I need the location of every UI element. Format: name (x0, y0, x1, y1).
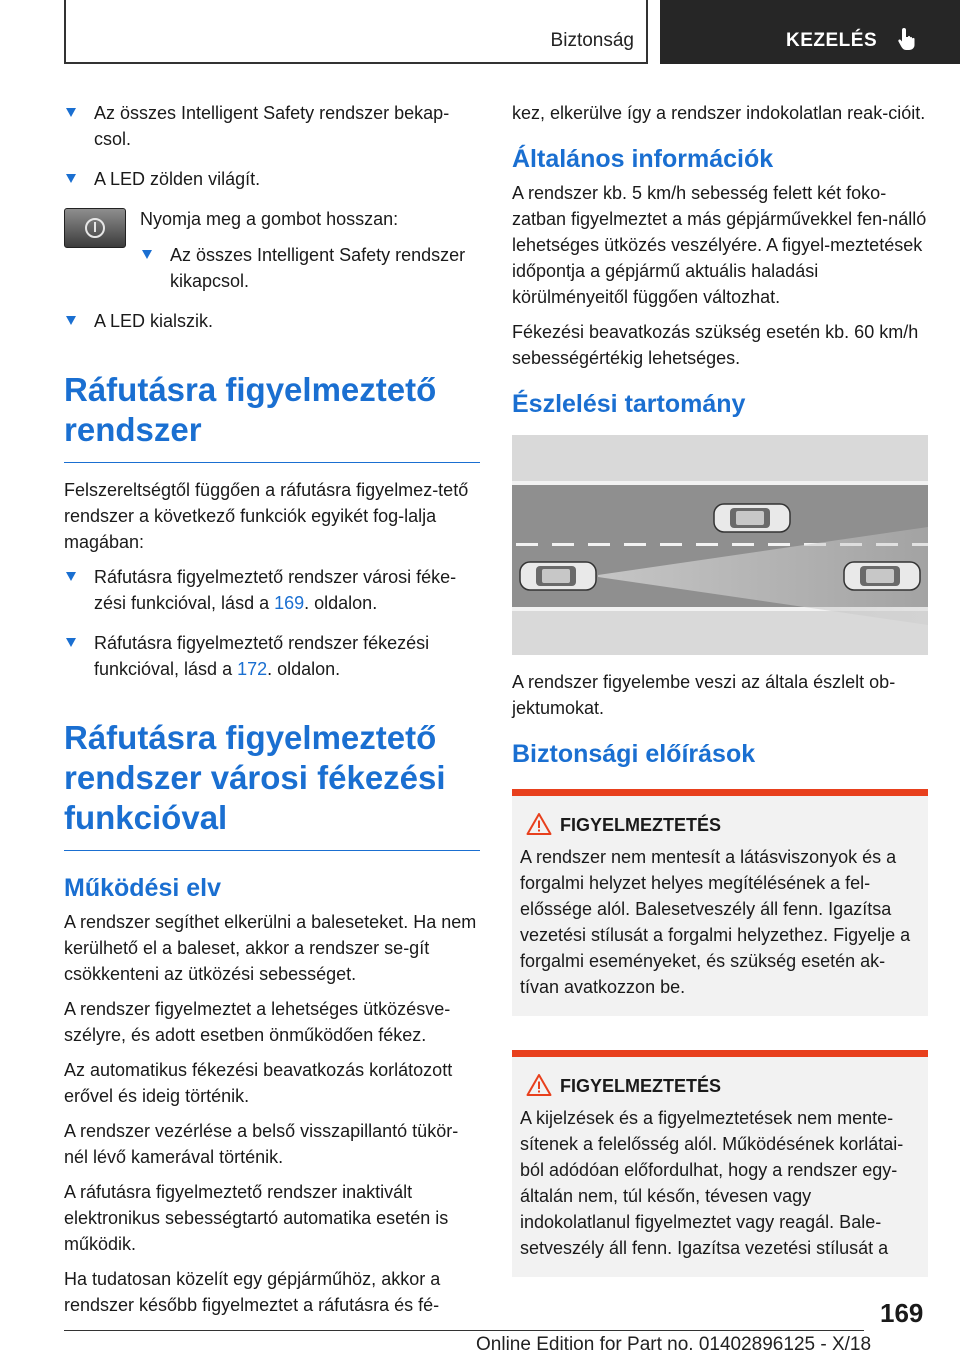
warning-text: A kijelzések és a figyelmeztetések nem mente‐sítenek a felelősség alól. Működésének korlátai‐ból adódóan előfordulhat, hogy a rendszer egy‐általán nem, túl későn, tévesen vagy indokolatlanul figyelmeztet vagy reagál. Bale‐setveszély áll fenn. Igazítsa vezetési stílusát a (520, 1108, 904, 1258)
paragraph: A rendszer vezérlése a belső visszapillantó tükör‐nél lévő kamerával történik. (64, 1121, 459, 1167)
list-item (64, 564, 480, 616)
heading-operating-principle: Működési elv (64, 874, 221, 902)
heading-warning-system: Ráfutásra figyelmeztető rendszer (64, 370, 480, 463)
paragraph: Ha tudatosan közelít egy gépjárműhöz, akkor a rendszer később figyelmeztet a ráfutásra és fé‐ (64, 1269, 441, 1315)
list-item (64, 308, 480, 334)
hand-pointer-icon (895, 26, 921, 52)
list-item-text: Ráfutásra figyelmeztető rendszer fékezési funkcióval, lásd a 172. oldalon. (94, 633, 430, 679)
paragraph: A ráfutásra figyelmeztető rendszer inaktivált elektronikus sebességtartó automatika esetén is működik. (64, 1182, 449, 1254)
heading-detection-range: Észlelési tartomány (512, 390, 746, 418)
intro-paragraph: Felszereltségtől függően a ráfutásra figyelmez‐tető rendszer a következő funkciók egyikét fog‐lalja magában: (64, 480, 469, 552)
running-header-section-box (64, 0, 648, 64)
left-column (64, 100, 480, 1327)
bullet-triangle-icon (66, 108, 76, 117)
list-item (64, 100, 480, 152)
heading-city-braking: Ráfutásra figyelmeztető rendszer városi fékezési funkcióval (64, 718, 480, 851)
warning-triangle-icon (526, 812, 552, 836)
paragraph: Az automatikus fékezési beavatkozás korlátozott erővel és ideig történik. (64, 1060, 453, 1106)
list-item-text: Az összes Intelligent Safety rendszer bekap‐csol. (94, 103, 450, 149)
bullet-triangle-icon (142, 250, 152, 259)
page-link[interactable]: 169 (274, 593, 305, 613)
section-title: Biztonság (550, 30, 634, 51)
illustration-caption: A rendszer figyelembe veszi az általa észlelt ob‐jektumokat. (512, 672, 896, 718)
intelligent-safety-button-icon (64, 208, 126, 248)
list-item-text: Ráfutásra figyelmeztető rendszer városi féke‐zési funkcióval, lásd a 169. oldalon. (94, 567, 457, 613)
paragraph: A rendszer kb. 5 km/h sebesség felett két foko‐zatban figyelmeztet a más gépjárművekkel fen‐nálló lehetséges ütközés veszélyére. A figyel‐meztetések időpontja a gépjármű aktuális haladási körülményeitől függően változhat. (512, 183, 927, 307)
continuation-paragraph: kez, elkerülve így a rendszer indokolatlan reak‐cióit. (512, 103, 926, 123)
bullet-triangle-icon (66, 572, 76, 581)
list-item (140, 242, 480, 294)
warning-triangle-icon (526, 1073, 552, 1097)
chapter-tab (660, 0, 960, 64)
list-item (64, 166, 480, 192)
car-icon (844, 562, 920, 590)
paragraph: A rendszer figyelmeztet a lehetséges ütközésve‐szélyre, és adott esetben önműködően fékez. (64, 999, 451, 1045)
footer-divider (64, 1330, 864, 1331)
button-instruction: Nyomja meg a gombot hosszan: (140, 209, 399, 229)
paragraph: Fékezési beavatkozás szükség esetén kb. 60 km/h sebességértékig lehetséges. (512, 322, 919, 368)
car-icon (520, 562, 596, 590)
list-item-text: Az összes Intelligent Safety rendszer kikapcsol. (170, 245, 466, 291)
warning-box (512, 789, 928, 1016)
list-item (64, 630, 480, 682)
chapter-title: KEZELÉS (786, 30, 878, 51)
heading-safety-rules: Biztonsági előírások (512, 740, 756, 768)
bullet-triangle-icon (66, 638, 76, 647)
list-item-text: A LED kialszik. (94, 311, 214, 331)
list-item-text: A LED zölden világít. (94, 169, 261, 189)
road-diagram (512, 435, 928, 655)
heading-general-info: Általános információk (512, 145, 774, 173)
button-instruction-block (64, 206, 480, 294)
warning-title: FIGYELMEZTETÉS (520, 1073, 920, 1099)
right-column (512, 100, 928, 1277)
bullet-triangle-icon (66, 316, 76, 325)
bullet-triangle-icon (66, 174, 76, 183)
warning-box (512, 1050, 928, 1277)
page-link[interactable]: 172 (237, 659, 268, 679)
car-icon (714, 504, 790, 532)
paragraph: A rendszer segíthet elkerülni a baleseteket. Ha nem kerülhető el a baleset, akkor a rendszer se‐gít csökkenteni az ütközési sebességet. (64, 912, 477, 984)
warning-title: FIGYELMEZTETÉS (520, 812, 920, 838)
edition-footer: Online Edition for Part no. 01402896125 - X/18 (476, 1334, 872, 1355)
detection-range-illustration (512, 435, 928, 655)
page-number: 169 (880, 1298, 924, 1328)
warning-text: A rendszer nem mentesít a látásviszonyok és a forgalmi helyzet helyes megítélésének a fel‐előssége alól. Balesetveszély áll fenn. Igazítsa vezetési stílusát a forgalmi helyzethez. Figyelje a forgalmi eseményeket, és szükség esetén ak‐tívan avatkozzon be. (520, 847, 911, 997)
